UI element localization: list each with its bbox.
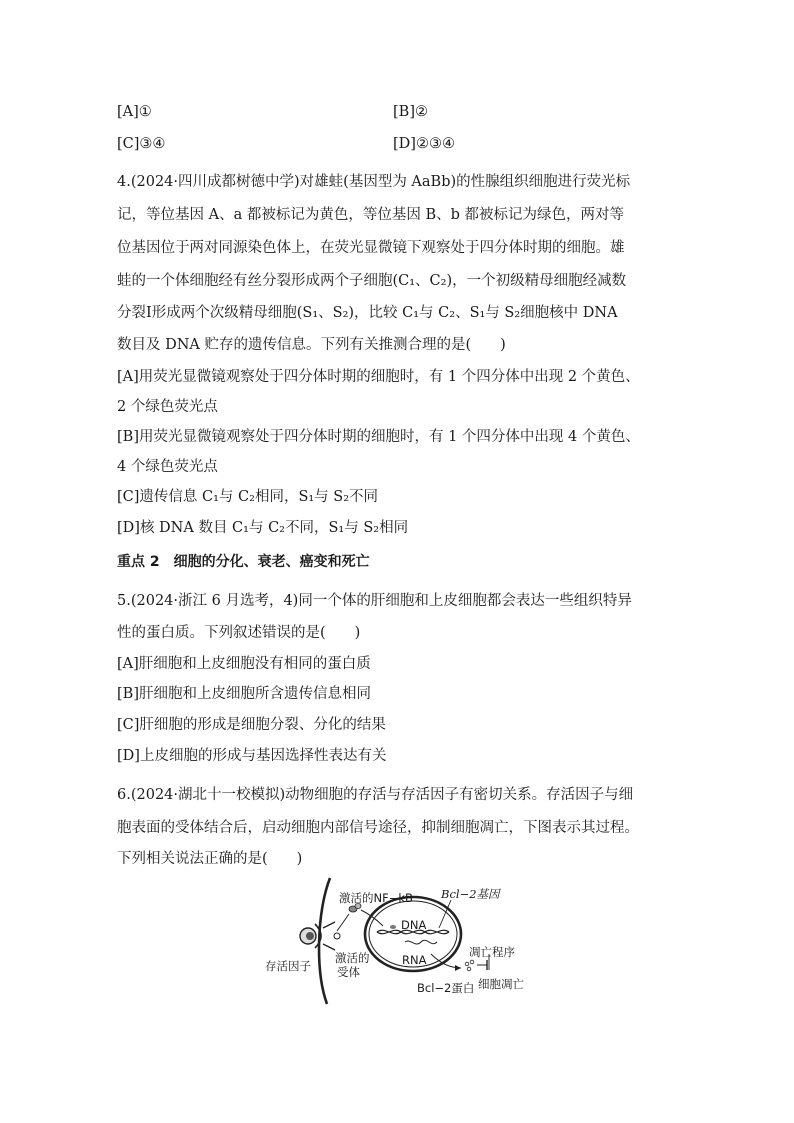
q5-stem-line: 性的蛋白质。下列叙述错误的是( ) (117, 625, 361, 641)
q6-stem-line: 胞表面的受体结合后，启动细胞内部信号途径，抑制细胞凋亡，下图表示其过程。 (117, 820, 639, 836)
nfkb-arrow (337, 914, 349, 931)
receptor-label-2: 受体 (337, 965, 360, 979)
q4-option-b-cont: 4 个绿色荧光点 (117, 459, 218, 475)
nfkb-label: 激活的NF−kB (339, 891, 413, 905)
q5-option-d: [D]上皮细胞的形成与基因选择性表达有关 (117, 748, 387, 764)
q4-option-a: [A]用荧光显微镜观察处于四分体时期的细胞时，有 1 个四分体中出现 2 个黄色、 (117, 369, 640, 385)
q5-option-c: [C]肝细胞的形成是细胞分裂、分化的结果 (117, 717, 386, 733)
receptor-arms (323, 922, 335, 950)
q4-stem-line: 蛙的一个体细胞经有丝分裂形成两个子细胞(C₁、C₂)，一个初级精母细胞经减数 (117, 273, 627, 289)
cell-signaling-diagram (255, 876, 555, 1006)
dna-label: DNA (401, 918, 427, 932)
cell-apoptosis-label: 细胞凋亡 (478, 977, 524, 991)
survival-factor-core (306, 932, 314, 940)
receptor-label-1: 激活的 (335, 951, 370, 965)
q4-stem-line: 记，等位基因 A、a 都被标记为黄色，等位基因 B、b 都被标记为绿色，两对等 (117, 207, 624, 223)
apoptosis-program-label: 凋亡程序 (469, 945, 515, 959)
bcl2-protein-dot (467, 967, 471, 971)
q5-option-a: [A]肝细胞和上皮细胞没有相同的蛋白质 (117, 656, 371, 672)
section-heading: 重点 2 细胞的分化、衰老、癌变和死亡 (117, 554, 370, 570)
q4-option-c: [C]遗传信息 C₁与 C₂相同，S₁与 S₂不同 (117, 489, 379, 505)
q6-stem-line: 下列相关说法正确的是( ) (117, 851, 303, 867)
q3-option-d: [D]②③④ (393, 136, 455, 152)
rna-strand (405, 940, 437, 944)
q3-option-c: [C]③④ (117, 136, 166, 152)
receptor-marker (334, 933, 340, 939)
bcl2-protein-dot (470, 960, 474, 964)
survival-factor-label: 存活因子 (265, 959, 311, 973)
rna-label: RNA (402, 953, 427, 967)
bcl2-protein-label: Bcl−2蛋白 (417, 981, 475, 995)
q4-stem-line: 分裂Ⅰ形成两个次级精母细胞(S₁、S₂)，比较 C₁与 C₂、S₁与 S₂细胞核中 DNA (117, 305, 618, 321)
q6-stem-line: 6.(2024·湖北十一校模拟)动物细胞的存活与存活因子有密切关系。存活因子与细 (117, 787, 634, 803)
q4-stem-line: 4.(2024·四川成都树德中学)对雄蛙(基因型为 AaBb)的性腺组织细胞进行荧光标 (117, 174, 631, 190)
arrowhead (455, 965, 461, 971)
q3-option-a: [A]① (117, 104, 152, 120)
q5-option-b: [B]肝细胞和上皮细胞所含遗传信息相同 (117, 686, 371, 702)
bcl2-gene-label: Bcl−2基因 (441, 887, 500, 901)
q4-option-a-cont: 2 个绿色荧光点 (117, 399, 218, 415)
bcl2-protein-dot (465, 962, 469, 966)
nfkb-bound (390, 925, 396, 929)
q5-stem-line: 5.(2024·浙江 6 月选考，4)同一个体的肝细胞和上皮细胞都会表达一些组织特异 (117, 593, 632, 609)
q4-option-d: [D]核 DNA 数目 C₁与 C₂不同，S₁与 S₂相同 (117, 520, 409, 536)
q3-option-b: [B]② (393, 104, 428, 120)
q4-stem-line: 数目及 DNA 贮存的遗传信息。下列有关推测合理的是( ) (117, 337, 506, 353)
q4-stem-line: 位基因位于两对同源染色体上，在荧光显微镜下观察处于四分体时期的细胞。雄 (117, 240, 625, 256)
q4-option-b: [B]用荧光显微镜观察处于四分体时期的细胞时，有 1 个四分体中出现 4 个黄色、 (117, 429, 640, 445)
